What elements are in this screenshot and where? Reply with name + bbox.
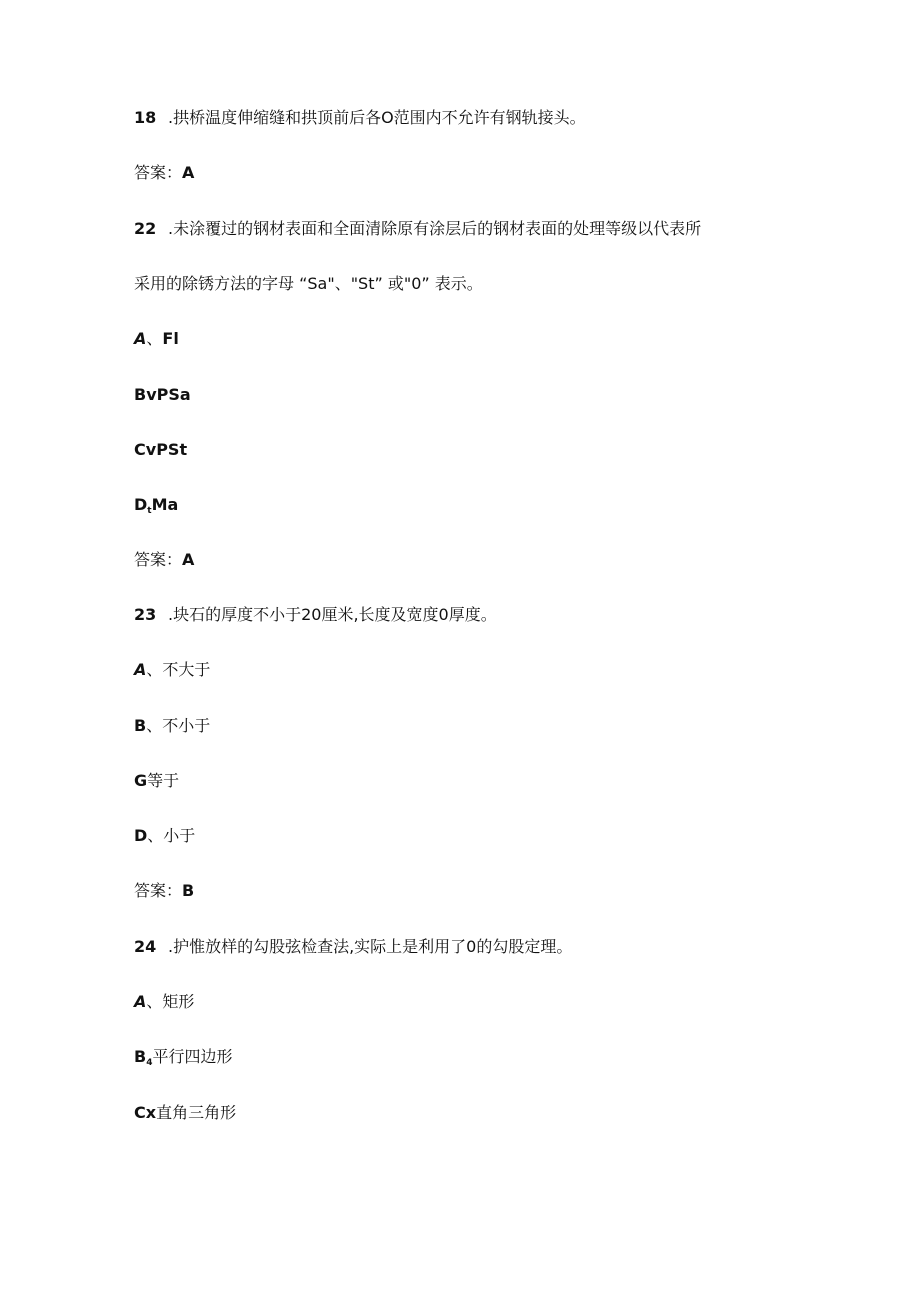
question-text: .拱桥温度伸缩缝和拱顶前后各O范围内不允许有钢轨接头。 (168, 108, 586, 127)
answer-18 (134, 163, 194, 183)
answer-label: 答案： (134, 550, 183, 569)
option-letter: C (134, 1103, 146, 1122)
option-letter: B (134, 1047, 147, 1066)
option-text: Ma (151, 495, 179, 514)
option-c (134, 1103, 236, 1123)
option-separator: v (145, 440, 157, 459)
question-23 (134, 605, 497, 625)
option-a (134, 329, 179, 349)
question-number: 22 (134, 219, 157, 238)
option-text: 小于 (163, 826, 196, 845)
option-a (134, 992, 194, 1012)
question-number: 24 (134, 937, 157, 956)
question-22 (134, 219, 701, 239)
question-22-continued (134, 274, 483, 294)
option-d (134, 826, 195, 846)
option-b (134, 385, 191, 405)
option-separator: v (146, 385, 157, 404)
option-text: 不大于 (162, 660, 211, 679)
answer-22 (134, 550, 194, 570)
option-letter: D (134, 495, 148, 514)
option-letter: A (134, 329, 147, 348)
answer-23 (134, 881, 194, 901)
answer-value: A (182, 550, 195, 569)
option-letter: A (134, 992, 147, 1011)
option-letter: B (134, 716, 147, 735)
option-text: Fl (162, 329, 179, 348)
option-separator: 4 (146, 1058, 153, 1068)
option-letter: G (134, 771, 148, 790)
question-24 (134, 937, 572, 957)
answer-value: B (182, 881, 195, 900)
option-letter: A (134, 660, 147, 679)
option-b (134, 1047, 232, 1073)
question-number: 18 (134, 108, 157, 127)
question-18 (134, 108, 586, 128)
question-text-line1: .未涂覆过的钢材表面和全面清除原有涂层后的钢材表面的处理等级以代表所 (168, 219, 702, 238)
answer-label: 答案： (134, 881, 183, 900)
option-text: PSa (156, 385, 191, 404)
option-b (134, 716, 210, 736)
option-separator: 、 (146, 660, 163, 679)
option-text: 直角三角形 (156, 1103, 237, 1122)
option-letter: B (134, 385, 147, 404)
option-separator: 、 (147, 826, 164, 845)
answer-value: A (182, 163, 195, 182)
question-text-line2: 采用的除锈方法的字母 “Sa"、"St” 或"0” 表示。 (134, 274, 483, 293)
answer-label: 答案： (134, 163, 183, 182)
option-c (134, 771, 179, 791)
option-text: 矩形 (162, 992, 195, 1011)
option-text: 平行四边形 (152, 1047, 233, 1066)
option-separator: 、 (146, 992, 163, 1011)
option-separator: 、 (146, 329, 163, 348)
option-separator: t (147, 506, 152, 516)
option-letter: D (134, 826, 148, 845)
option-d (134, 495, 178, 521)
option-c (134, 440, 187, 460)
question-number: 23 (134, 605, 157, 624)
option-text: PSt (156, 440, 188, 459)
option-separator: 、 (146, 716, 163, 735)
option-letter: C (134, 440, 146, 459)
option-text: 不小于 (162, 716, 211, 735)
question-text: .护惟放样的勾股弦检查法,实际上是利用了0的勾股定理。 (168, 937, 573, 956)
question-text: .块石的厚度不小于20厘米,长度及宽度0厚度。 (168, 605, 497, 624)
option-a (134, 660, 210, 680)
option-text: 等于 (147, 771, 180, 790)
option-separator: x (145, 1103, 157, 1122)
